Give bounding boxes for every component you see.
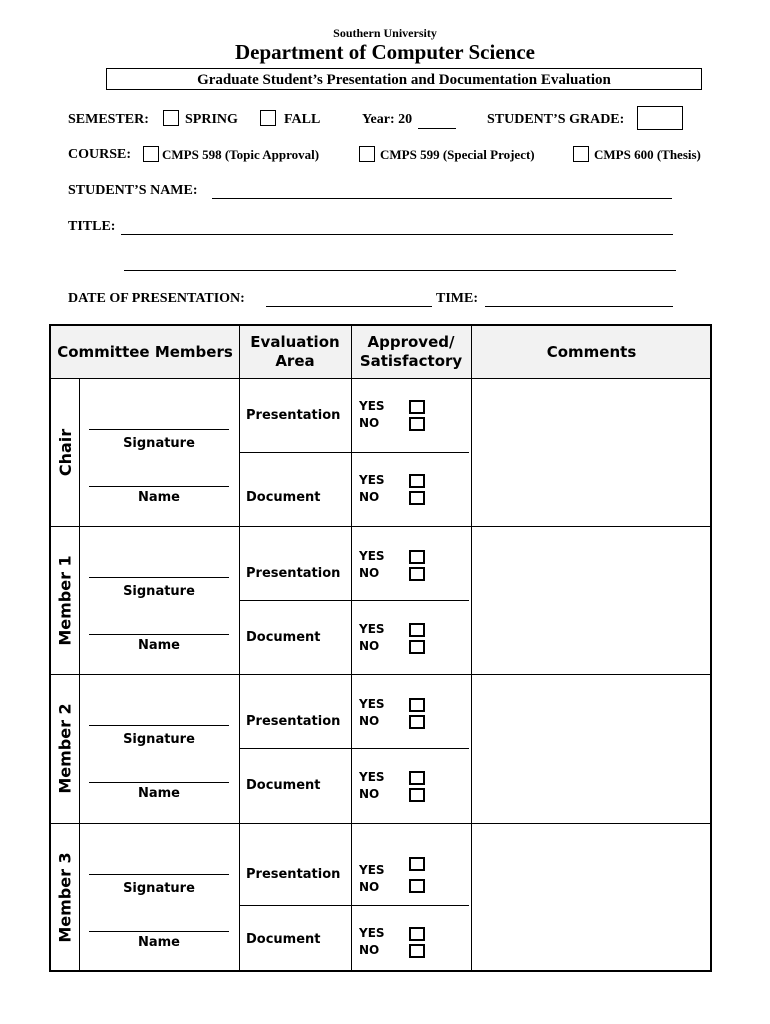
course-label: COURSE:: [68, 147, 132, 162]
member-1-name-label: Name: [137, 638, 180, 653]
title-label: TITLE:: [68, 219, 116, 234]
member-2-presentation-yes-checkbox[interactable]: [409, 698, 425, 712]
member-3-name-line[interactable]: [89, 931, 229, 932]
course-599-checkbox[interactable]: [359, 146, 375, 162]
chair-document-label: Document: [246, 490, 321, 505]
course-598-checkbox[interactable]: [143, 146, 159, 162]
fall-label: FALL: [284, 112, 321, 127]
grid-line: [239, 600, 469, 601]
approved-header: Approved/ Satisfactory: [359, 333, 463, 370]
grid-line: [239, 326, 240, 970]
chair-presentation-yes-checkbox[interactable]: [409, 400, 425, 414]
spring-label: SPRING: [185, 112, 238, 127]
evaluation-table: [49, 324, 712, 972]
chair-document-no-checkbox[interactable]: [409, 491, 425, 505]
course-599-label: CMPS 599 (Special Project): [380, 147, 535, 162]
member-2-signature-label: Signature: [123, 732, 195, 747]
row-label-chair: Chair: [56, 428, 75, 476]
grid-line: [239, 748, 469, 749]
student-name-label: STUDENT’S NAME:: [68, 183, 198, 198]
evaluation-area-header: Evaluation Area: [250, 333, 340, 370]
student-name-field[interactable]: [212, 183, 672, 199]
member-1-comments-cell[interactable]: [473, 528, 712, 673]
grid-line: [51, 674, 710, 675]
grade-label: STUDENT’S GRADE:: [487, 112, 625, 127]
year-label: Year: 20: [362, 112, 413, 127]
date-label: DATE OF PRESENTATION:: [68, 291, 245, 306]
member-2-document-no-checkbox[interactable]: [409, 788, 425, 802]
member-1-presentation-no-checkbox[interactable]: [409, 567, 425, 581]
member-2-signature-line[interactable]: [89, 725, 229, 726]
member-3-signature-line[interactable]: [89, 874, 229, 875]
chair-name-label: Name: [137, 490, 180, 505]
form-title: Graduate Student’s Presentation and Documentation Evaluation: [106, 68, 702, 90]
member-1-signature-line[interactable]: [89, 577, 229, 578]
grid-line: [239, 905, 469, 906]
row-label-member-1: Member 1: [56, 554, 75, 646]
course-598-label: CMPS 598 (Topic Approval): [162, 147, 320, 162]
grid-line: [471, 326, 472, 970]
member-2-document-yes-no: YES NO: [359, 770, 385, 801]
member-3-presentation-no-checkbox[interactable]: [409, 879, 425, 893]
comments-header: Comments: [546, 342, 637, 361]
member-1-presentation-yes-no: YES NO: [359, 549, 385, 580]
member-2-document-yes-checkbox[interactable]: [409, 771, 425, 785]
member-3-document-yes-checkbox[interactable]: [409, 927, 425, 941]
member-1-document-no-checkbox[interactable]: [409, 640, 425, 654]
grade-input[interactable]: [637, 106, 683, 130]
grid-line: [351, 326, 352, 970]
grid-line: [51, 823, 710, 824]
university-name: Southern University: [333, 26, 437, 40]
grid-line: [51, 526, 710, 527]
fall-checkbox[interactable]: [260, 110, 276, 126]
chair-presentation-no-checkbox[interactable]: [409, 417, 425, 431]
member-3-presentation-yes-no: YES NO: [359, 863, 385, 894]
member-3-document-yes-no: YES NO: [359, 926, 385, 957]
row-label-member-2: Member 2: [56, 703, 75, 794]
title-field[interactable]: [121, 219, 673, 235]
member-1-presentation-yes-checkbox[interactable]: [409, 550, 425, 564]
member-2-presentation-no-checkbox[interactable]: [409, 715, 425, 729]
member-2-name-label: Name: [137, 786, 180, 801]
course-600-label: CMPS 600 (Thesis): [594, 147, 701, 162]
member-1-document-yes-checkbox[interactable]: [409, 623, 425, 637]
member-3-document-no-checkbox[interactable]: [409, 944, 425, 958]
chair-name-line[interactable]: [89, 486, 229, 487]
member-2-presentation-yes-no: YES NO: [359, 697, 385, 728]
chair-document-yes-checkbox[interactable]: [409, 474, 425, 488]
member-2-presentation-label: Presentation: [246, 714, 341, 729]
year-input[interactable]: [418, 113, 456, 129]
member-1-presentation-label: Presentation: [246, 566, 341, 581]
spring-checkbox[interactable]: [163, 110, 179, 126]
member-2-name-line[interactable]: [89, 782, 229, 783]
member-3-document-label: Document: [246, 932, 321, 947]
member-3-signature-label: Signature: [123, 881, 195, 896]
member-1-document-yes-no: YES NO: [359, 622, 385, 653]
member-3-comments-cell[interactable]: [473, 825, 712, 970]
member-2-comments-cell[interactable]: [473, 676, 712, 822]
member-3-name-label: Name: [137, 935, 180, 950]
grid-line: [239, 452, 469, 453]
course-600-checkbox[interactable]: [573, 146, 589, 162]
time-label: TIME:: [436, 291, 478, 306]
committee-members-header: Committee Members: [57, 342, 233, 361]
row-label-member-3: Member 3: [56, 852, 75, 943]
chair-presentation-yes-no: YES NO: [359, 399, 385, 430]
chair-signature-line[interactable]: [89, 429, 229, 430]
title-field-line-2[interactable]: [124, 255, 676, 271]
time-field[interactable]: [485, 291, 673, 307]
semester-label: SEMESTER:: [68, 112, 149, 127]
member-2-document-label: Document: [246, 778, 321, 793]
date-field[interactable]: [266, 291, 432, 307]
chair-presentation-label: Presentation: [246, 408, 341, 423]
chair-document-yes-no: YES NO: [359, 473, 385, 504]
member-3-presentation-yes-checkbox[interactable]: [409, 857, 425, 871]
member-1-name-line[interactable]: [89, 634, 229, 635]
chair-comments-cell[interactable]: [473, 380, 712, 525]
chair-signature-label: Signature: [123, 436, 195, 451]
member-3-presentation-label: Presentation: [246, 867, 341, 882]
member-1-signature-label: Signature: [123, 584, 195, 599]
department-title: Department of Computer Science: [235, 40, 535, 64]
member-1-document-label: Document: [246, 630, 321, 645]
grid-line: [51, 378, 710, 379]
